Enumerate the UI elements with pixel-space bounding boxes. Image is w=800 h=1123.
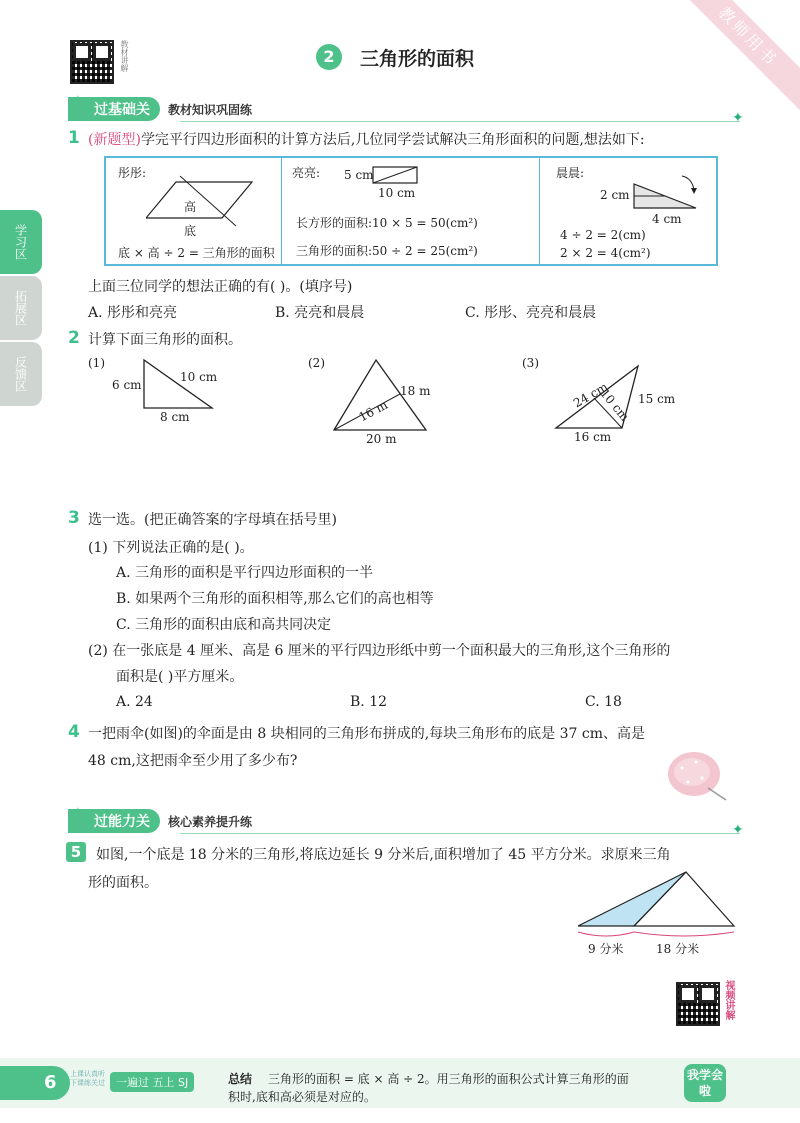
dim-10cm: 10 cm — [378, 186, 416, 200]
side-tab-feedback[interactable]: 反馈区 — [0, 342, 42, 406]
idea-cell-tongtong — [106, 158, 282, 264]
section-basic-subtitle: 教材知识巩固练 — [168, 102, 253, 117]
corner-stamp-text: 教师用书 — [680, 0, 800, 111]
option-b[interactable]: B. 亮亮和晨晨 — [275, 305, 365, 321]
calc-line-2: 三角形的面积:50 ÷ 2 = 25(cm²) — [296, 244, 478, 258]
qr-code-top[interactable] — [70, 40, 114, 84]
calc-line-1: 长方形的面积:10 × 5 = 50(cm²) — [296, 216, 478, 230]
rectangle-figure — [372, 166, 418, 186]
umbrella-image — [666, 748, 736, 804]
question-5-line1: 如图,一个底是 18 分米的三角形,将底边延长 9 分米后,面积增加了 45 平方分米。求原来三角 — [96, 847, 671, 863]
question-1-ask: 上面三位同学的想法正确的有( )。(填序号) — [88, 279, 353, 295]
question-number: 2 — [68, 328, 80, 348]
section-basic-banner — [68, 96, 252, 122]
option-a[interactable]: A. 24 — [116, 694, 153, 710]
student-name: 晨晨: — [556, 166, 585, 180]
dim-18dm: 18 分米 — [656, 942, 700, 956]
sparkle-icon: ✦ — [732, 822, 744, 838]
sub-question-1: (1) 下列说法正确的是( )。 — [88, 540, 254, 556]
lesson-title: 三角形的面积 — [360, 48, 475, 70]
corner-stamp — [680, 0, 800, 120]
question-4-line2: 48 cm,这把雨伞至少用了多少布? — [88, 753, 298, 769]
question-number: 4 — [68, 722, 80, 742]
label-base: 底 — [184, 224, 197, 238]
question-2-text: 计算下面三角形的面积。 — [88, 332, 242, 348]
summary-line1: 三角形的面积 = 底 × 高 ÷ 2。用三角形的面积公式计算三角形的面 — [268, 1072, 629, 1086]
calc-line-1: 4 ÷ 2 = 2(cm) — [560, 228, 646, 242]
sub-question-2-line1: (2) 在一张底是 4 厘米、高是 6 厘米的平行四边形纸中剪一个面积最大的三角形,这个三角形的 — [88, 643, 671, 659]
student-name: 彤彤: — [118, 166, 147, 180]
option-b[interactable]: B. 如果两个三角形的面积相等,那么它们的高也相等 — [116, 591, 434, 607]
figure-label: (3) — [522, 356, 539, 370]
question-number: 1 — [68, 128, 80, 148]
side-label: 24 cm — [570, 379, 611, 411]
divider — [180, 833, 740, 834]
figure-label: (2) — [308, 356, 325, 370]
idea-cell-chenchen — [540, 158, 716, 264]
question-5-line2: 形的面积。 — [88, 875, 158, 891]
option-c[interactable]: C. 彤彤、亮亮和晨晨 — [465, 305, 597, 321]
option-c[interactable]: C. 三角形的面积由底和高共同决定 — [116, 617, 332, 633]
student-name: 亮亮: — [292, 166, 321, 180]
calc-line-2: 2 × 2 = 4(cm²) — [560, 246, 651, 260]
dim-2cm: 2 cm — [600, 188, 630, 202]
side-label: 18 m — [400, 384, 431, 398]
summary-line2: 积时,底和高必须是对应的。 — [228, 1090, 376, 1104]
side-label: 16 cm — [574, 430, 612, 444]
section-ability-tag: 过能力关 — [68, 809, 160, 833]
question-number: 3 — [68, 508, 80, 528]
section-ability-banner — [68, 808, 252, 834]
height-label: 16 m — [356, 397, 390, 425]
height-label: 10 cm — [597, 386, 632, 424]
qr-code-bottom[interactable] — [676, 982, 720, 1026]
extended-triangle-figure — [572, 864, 740, 944]
option-a[interactable]: A. 彤彤和亮亮 — [88, 305, 178, 321]
lesson-number: 2 — [316, 44, 342, 70]
question-1-stem: 学完平行四边形面积的计算方法后,几位同学尝试解决三角形面积的问题,想法如下: — [140, 132, 645, 148]
brand-label: 一遍过 五上 SJ — [110, 1072, 194, 1092]
dim-9dm: 9 分米 — [588, 942, 624, 956]
right-triangle-figure — [140, 356, 220, 412]
qr-caption-top: 教材讲解 — [120, 40, 129, 72]
question-3-text: 选一选。(把正确答案的字母填在括号里) — [88, 512, 337, 528]
label-height: 高 — [184, 200, 197, 214]
formula-text: 底 × 高 ÷ 2 = 三角形的面积 — [118, 246, 275, 260]
side-label: 20 m — [366, 432, 397, 446]
side-label: 15 cm — [638, 392, 676, 406]
side-label: 8 cm — [160, 410, 190, 424]
page-number: 6 — [0, 1066, 70, 1100]
dim-5cm: 5 cm — [344, 168, 374, 182]
option-b[interactable]: B. 12 — [350, 694, 388, 710]
side-label: 10 cm — [180, 370, 218, 384]
sparkle-icon: ✦ — [732, 110, 744, 126]
question-4-line1: 一把雨伞(如图)的伞面是由 8 块相同的三角形布拼成的,每块三角形布的底是 37 cm、高是 — [88, 726, 646, 742]
section-basic-tag: 过基础关 — [68, 97, 160, 121]
summary-label: 总结 — [228, 1072, 253, 1086]
section-ability-subtitle: 核心素养提升练 — [168, 814, 253, 829]
option-c[interactable]: C. 18 — [585, 694, 622, 710]
sub-question-2-line2: 面积是( )平方厘米。 — [116, 669, 244, 685]
option-a[interactable]: A. 三角形的面积是平行四边形面积的一半 — [116, 565, 374, 581]
footer — [0, 1058, 800, 1108]
idea-cell-liangliang — [282, 158, 540, 264]
side-label: 6 cm — [112, 378, 142, 392]
brand-slogan: 上课认真听 下课练关过 — [70, 1070, 105, 1087]
parallelogram-figure — [146, 174, 256, 230]
learned-badge: 我学会啦 — [684, 1064, 726, 1102]
side-tab-extend[interactable]: 拓展区 — [0, 276, 42, 340]
dim-4cm: 4 cm — [652, 212, 682, 226]
side-tab-study[interactable]: 学习区 — [0, 210, 42, 274]
ideas-table — [104, 156, 718, 266]
figure-label: (1) — [88, 356, 105, 370]
question-1-text — [88, 129, 645, 149]
triangle-fold-figure — [630, 168, 710, 216]
divider — [180, 121, 740, 122]
new-type-badge: (新题型) — [88, 132, 141, 148]
qr-caption-bottom: 视频讲解 — [723, 980, 734, 1020]
question-number: 5 — [66, 842, 86, 862]
